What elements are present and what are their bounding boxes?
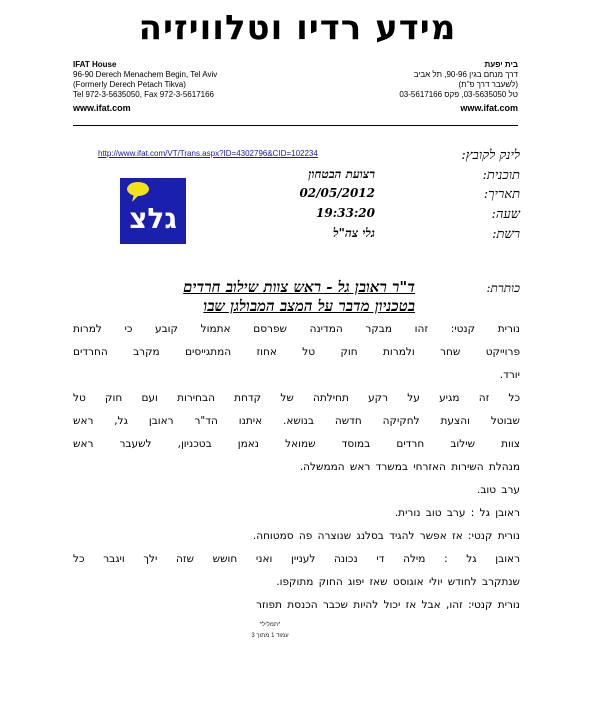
title-line-1: ד"ר ראובן גל - ראש צוות שילוב חרדים xyxy=(183,278,415,296)
network-label: רשת: xyxy=(492,227,520,242)
address-site: www.ifat.com xyxy=(73,103,131,113)
link-label: לינק לקובץ: xyxy=(461,148,520,163)
transcript-line: שנתקרב לחודש יולי אוגוסט שאז יפוג החוק מתוקפו. xyxy=(276,576,520,588)
address-line: דרך מנחם בגין 90-96, תל אביב xyxy=(413,70,518,79)
transcript-line: מנהלת השירות האזרחי במשרד ראש הממשלה. xyxy=(299,461,520,473)
transcript-line: ראובן גל : ערב טוב נורית. xyxy=(394,507,520,519)
transcript-line: ערב טוב. xyxy=(477,484,520,496)
transcript-line: נורית קנטי: זהו מבקר המדינה שפרסם אתמול קובע כי למרות xyxy=(73,323,520,335)
station-logo-icon xyxy=(120,178,186,244)
network-value: גלי צה"ל xyxy=(333,226,375,240)
address-line: Tel 972-3-5635050, Fax 972-3-5617166 xyxy=(73,90,214,99)
title-label: כותרת: xyxy=(486,281,520,295)
header-divider xyxy=(73,125,518,126)
station-logo xyxy=(120,178,186,244)
time-label: שעה: xyxy=(491,207,520,222)
logo-text: גלצ xyxy=(129,202,177,235)
date-label: תאריך: xyxy=(483,187,520,202)
transcript-line: פרוייקט שחר ולמרות חוק טל אחוז המתגייסים מקרב החרדים xyxy=(73,346,520,358)
transcript-line: יורד. xyxy=(499,369,520,381)
program-value: רצועת הבטחון xyxy=(308,167,375,181)
date-value: 02/05/2012 xyxy=(299,186,375,200)
file-link[interactable]: http://www.ifat.com/VT/Trans.aspx?ID=4302796&CID=102234 xyxy=(98,149,318,158)
transcript-line: כל זה מגיע על רקע תחילתה של קדחת הבחירות ועם חוק טל xyxy=(73,392,520,404)
masthead-title: מידע רדיו וטלוויזיה xyxy=(138,8,457,48)
address-hebrew xyxy=(340,60,518,113)
program-label: תוכנית: xyxy=(482,168,520,183)
address-english xyxy=(73,60,273,113)
footer-transcript-label: *תמליל* xyxy=(259,622,281,628)
transcript-line: צוות שילוב חרדים במוסד שמואל נאמן בטכניון, לשעבר ראש xyxy=(73,438,520,450)
footer-page-number: עמוד 1 מתוך 3 xyxy=(251,633,289,639)
address-name: בית יפעת xyxy=(484,60,518,69)
address-line: (לשעבר דרך פ"ת) xyxy=(458,80,518,89)
address-name: IFAT House xyxy=(73,60,117,69)
address-line: טל 03-5635050, פקס 03-5617166 xyxy=(399,90,518,99)
time-value: 19:33:20 xyxy=(316,206,375,220)
address-line: (Formerly Derech Petach Tikva) xyxy=(73,80,186,89)
transcript-line: נורית קנטי: זהו, אבל אז יכול להיות שכבר הכנסת תפוזר xyxy=(256,599,520,611)
title-line-2: בטכניון מדבר על המצב המבולגן שבו xyxy=(203,297,415,315)
transcript-line: נורית קנטי: אז אפשר להגיד בסלנג שנוצרה פה סמטוחה. xyxy=(252,530,520,542)
address-line: 96-90 Derech Menachem Begin, Tel Aviv xyxy=(73,70,218,79)
transcript-line: שבוטל והצעת לחקיקה חדשה בנושא. איתנו הד"ר ראובן גל, ראש xyxy=(73,415,520,427)
address-site: www.ifat.com xyxy=(460,103,518,113)
transcript-line: ראובן גל : מילה די נכונה לעניין ואני חושש שזה ילך ויגבר כל xyxy=(73,553,520,565)
